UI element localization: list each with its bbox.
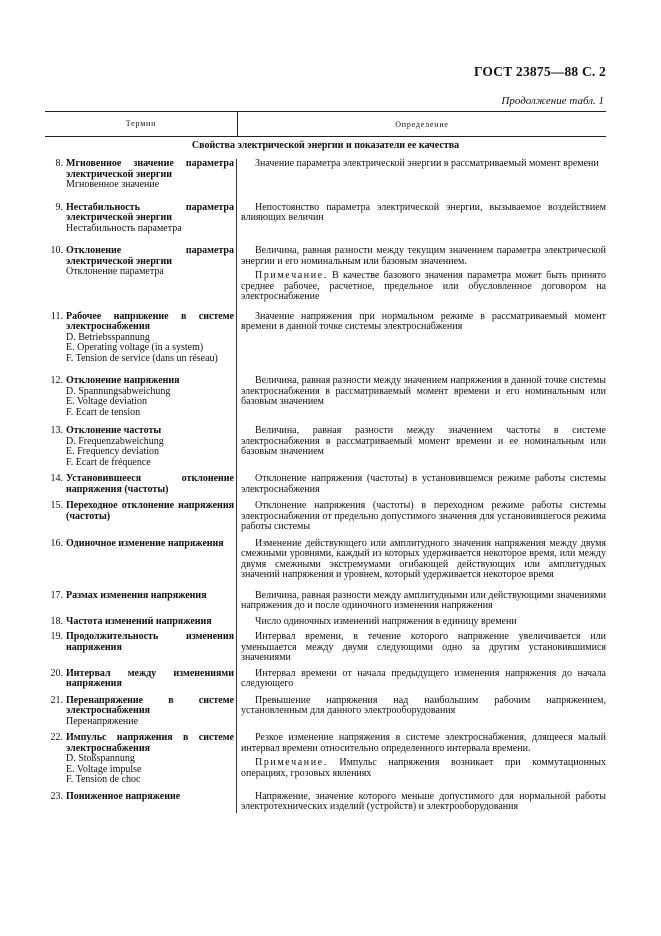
definition-cell [237, 669, 606, 690]
definition-text: Величина, равная разности между значением напряжения в данной точке системы электроснабжения в рассматриваемый момент времени и его номинальным или базовым значением [241, 375, 606, 407]
term-title: Рабочее напряжение в системе электроснабжения [66, 310, 234, 332]
table-header [45, 111, 606, 137]
definition-cell [237, 733, 606, 786]
definition-cell [237, 426, 606, 468]
term-number: 12. [50, 375, 63, 386]
definition-text: Отклонение напряжения (частоты) в установившемся режиме работы системы электроснабжения [241, 473, 606, 495]
term-synonym: F. Ecart de fréquence [66, 456, 151, 468]
definition-note [241, 758, 606, 779]
table-continuation-label: Продолжение табл. 1 [501, 95, 604, 107]
term-synonym: D. Spannungsabweichung [66, 385, 171, 397]
note-label: Примечание. [255, 270, 328, 281]
term-cell [45, 632, 237, 664]
term-cell [45, 539, 237, 581]
term-cell [45, 591, 237, 612]
table-row [45, 792, 606, 813]
term-title: Отклонение частоты [66, 425, 162, 436]
definition-cell [237, 617, 606, 628]
table-row [45, 632, 606, 664]
term-number: 20. [50, 667, 63, 679]
definition-note [241, 271, 606, 303]
term-cell [45, 501, 237, 533]
definition-cell [237, 203, 606, 235]
term-title: Перенапряжение в системе электроснабжения [66, 694, 234, 716]
term-number: 8. [55, 158, 63, 169]
term-cell [45, 792, 237, 813]
definition-cell [237, 474, 606, 495]
term-synonym: Нестабильность параметра [66, 222, 182, 234]
note-text: В качестве базового значения параметра может быть принято среднее рабочее, расчетное, предельное или обусловленное договором на электроснабжение [241, 270, 607, 302]
term-title: Переходное отклонение напряжения (частоты) [66, 500, 234, 522]
table-row [45, 617, 606, 628]
definition-text: Резкое изменение напряжения в системе электроснабжения, длящееся малый интервал времени относительно определенного интервала времени. [241, 732, 606, 754]
term-number: 14. [50, 473, 63, 484]
term-number: 9. [55, 201, 63, 213]
term-synonym: E. Operating voltage (in a system) [66, 342, 204, 353]
term-synonym: E. Voltage deviation [66, 396, 148, 407]
term-number: 16. [50, 537, 63, 549]
definition-text: Превышение напряжения над наибольшим рабочим напряжением, установленным для данного электрооборудования [241, 694, 606, 716]
section-title: Свойства электрической энергии и показатели ее качества [191, 140, 460, 151]
table-row [45, 539, 606, 581]
term-number: 19. [50, 631, 63, 642]
definition-text: Величина, равная разности между амплитудными или действующими значениями напряжения до и после одиночного изменения напряжения [241, 589, 606, 611]
term-title: Нестабильность параметра электрической энергии [66, 201, 234, 223]
table-row [45, 203, 606, 235]
note-label: Примечание. [255, 757, 328, 768]
definition-cell [237, 632, 606, 664]
term-synonym: F. Tension de choc [66, 774, 141, 785]
definition-text: Число одиночных изменений напряжения в единицу времени [255, 615, 517, 627]
term-synonym: F. Ecart de tension [66, 406, 141, 418]
term-title: Отклонение напряжения [66, 375, 180, 386]
definition-text: Интервал времени от начала предыдущего изменения напряжения до начала следующего [241, 667, 606, 689]
term-title: Установившееся отклонение напряжения (частоты) [66, 473, 234, 495]
term-cell [45, 159, 237, 191]
term-cell [45, 312, 237, 365]
table-row [45, 426, 606, 468]
term-synonym: Отклонение параметра [66, 266, 164, 277]
term-cell [45, 246, 237, 303]
definition-cell [237, 246, 606, 303]
definition-text: Величина, равная разности между текущим значением параметра электрической энергии и его номинальным или базовым значением. [241, 245, 606, 267]
term-synonym: D. Betriebsspannung [66, 331, 150, 343]
definition-text: Значение параметра электрической энергии в рассматриваемый момент времени [255, 158, 599, 169]
term-cell [45, 733, 237, 786]
term-cell [45, 426, 237, 468]
definition-text: Напряжение, значение которого меньше допустимого для нормальной работы электротехнических изделий (устройств) и электрооборудования [241, 790, 606, 812]
definition-cell [237, 376, 606, 418]
term-number: 15. [50, 500, 63, 511]
table-row [45, 159, 606, 191]
table-row [45, 474, 606, 495]
definition-text: Величина, равная разности между значением частоты в системе электроснабжения в рассматриваемый момент времени и ее номинальным или базовым значением [241, 425, 606, 457]
term-title: Одиночное изменение напряжения [66, 537, 224, 549]
term-cell [45, 474, 237, 495]
definition-cell [237, 792, 606, 813]
term-number: 13. [50, 425, 63, 436]
term-cell [45, 617, 237, 628]
term-number: 11. [50, 310, 63, 322]
definition-text: Непостоянство параметра электрической энергии, вызываемое воздействием влияющих величин [241, 201, 606, 223]
term-number: 23. [50, 790, 63, 802]
term-synonym: F. Tension de service (dans un réseau) [66, 352, 218, 364]
column-header-term: Термин [45, 112, 238, 136]
document-code: ГОСТ 23875—88 С. 2 [473, 64, 606, 79]
term-title: Мгновенное значение параметра электрической энергии [66, 158, 234, 180]
term-synonym: E. Voltage impulse [66, 763, 142, 775]
table-row [45, 246, 606, 303]
table-row [45, 696, 606, 728]
term-cell [45, 669, 237, 690]
table-row [45, 376, 606, 418]
definition-text: Интервал времени, в течение которого напряжение увеличивается или уменьшается между двумя следующими одно за другим установившимися значениями [241, 631, 606, 663]
term-synonym: Мгновенное значение [66, 179, 160, 190]
term-title: Пониженное напряжение [66, 790, 181, 802]
term-cell [45, 203, 237, 235]
term-synonym: Перенапряжение [66, 715, 139, 727]
term-synonym: E. Frequency deviation [66, 446, 160, 457]
term-title: Отклонение параметра электрической энергии [66, 245, 234, 267]
term-number: 22. [50, 732, 63, 743]
definition-cell [237, 159, 606, 191]
column-header-definition: Определение [395, 119, 449, 129]
table-row [45, 669, 606, 690]
term-title: Импульс напряжения в системе электроснабжения [66, 732, 234, 754]
note-text: Импульс напряжения возникает при коммутационных операциях, грозовых явлениях [241, 757, 607, 779]
term-number: 10. [50, 245, 63, 256]
definition-cell [237, 312, 606, 365]
table-body [45, 159, 606, 813]
definition-text: Отклонение напряжения (частоты) в переходном режиме работы системы электроснабжения от предельно допустимого значения для установившегося режима работы системы [241, 500, 606, 532]
definition-text: Изменение действующего или амплитудного значения напряжения между двумя смежными уровнями, каждый из которых удерживается некоторое время, или между двумя смежными экстремумами огибающей действующих или амплитудных значений напряжения и уровнем, который удерживается некоторое время [241, 537, 606, 580]
terms-table [45, 111, 606, 813]
definition-cell [237, 501, 606, 533]
definition-cell [237, 539, 606, 581]
term-cell [45, 696, 237, 728]
term-synonym: D. Frequenzabweichung [66, 435, 164, 447]
term-number: 18. [50, 615, 63, 627]
term-title: Интервал между изменениями напряжения [66, 667, 234, 689]
definition-cell [237, 696, 606, 728]
term-synonym: D. Stoßspannung [66, 753, 135, 764]
term-title: Частота изменений напряжения [66, 615, 212, 627]
table-row [45, 312, 606, 365]
definition-cell [237, 591, 606, 612]
table-row [45, 501, 606, 533]
table-row [45, 733, 606, 786]
term-number: 21. [50, 694, 63, 706]
definition-text: Значение напряжения при нормальном режиме в рассматриваемый момент времени в данной точке системы электроснабжения [241, 310, 606, 332]
term-title: Размах изменения напряжения [66, 589, 207, 601]
term-cell [45, 376, 237, 418]
table-row [45, 591, 606, 612]
term-number: 17. [50, 589, 63, 601]
term-title: Продолжительность изменения напряжения [66, 631, 234, 653]
